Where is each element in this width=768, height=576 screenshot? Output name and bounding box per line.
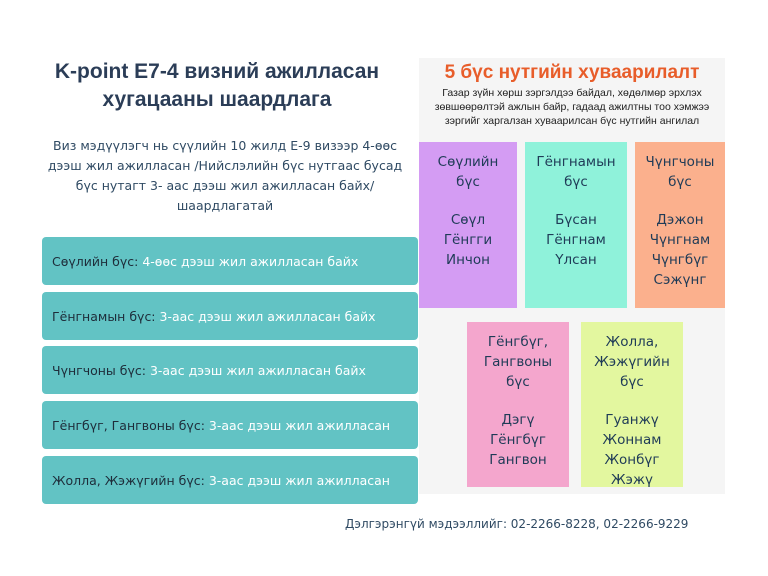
requirement-label: Гёнгнамын бүс:: [52, 308, 156, 324]
requirement-row-jeolla-jeju: [42, 456, 418, 504]
requirement-label: Чүнгчоны бүс:: [52, 362, 146, 378]
zone-panel-subtitle: Газар зүйн хөрш зэргэлдээ байдал, хөдөлмөр эрхлэх зөвшөөрөлтэй ажлын байр, гадаад ажилтны тоо хэмжээ зэргийг харгалзан хуваарилсан бүс нутгийн ангилал: [434, 87, 710, 127]
requirement-label: Гёнгбүг, Гангвоны бүс:: [52, 417, 205, 433]
requirement-row-chungcheong: [42, 346, 418, 394]
requirement-row-gyeongnam: [42, 292, 418, 340]
requirement-label: Сөүлийн бүс:: [52, 253, 139, 269]
zone-card-gyeongnam: [525, 142, 627, 308]
requirement-row-gyeongbuk-gangwon: [42, 401, 418, 449]
zone-card-name: Чүнгчоны бүс: [645, 154, 715, 190]
page-title: K-point E7-4 визний ажилласан хугацааны шаардлага: [54, 60, 380, 111]
requirement-label: Жолла, Жэжүгийн бүс:: [52, 472, 205, 488]
zone-card-name: Гёнгнамын бүс: [536, 154, 616, 190]
contact-info: Дэлгэрэнгүй мэдээллийг: 02-2266-8228, 02-2266-9229: [345, 517, 689, 531]
requirement-row-seoul: [42, 237, 418, 285]
requirement-value: 4-өөс дээш жил ажилласан байх: [142, 253, 359, 269]
zone-card-name: Жолла, Жэжүгийн бүс: [594, 334, 670, 390]
zone-card-jeolla-jeju: [581, 322, 683, 487]
zone-card-name: Гёнгбүг, Гангвоны бүс: [483, 334, 553, 390]
requirement-value: 3-аас дээш жил ажилласан байх: [149, 362, 366, 378]
requirement-description: Виз мэдүүлэгч нь сүүлийн 10 жилд Е-9 визээр 4-өөс дээш жил ажилласан /Нийслэлийн бүс нутгаас бусад бүс нутагт 3- аас дээш жил ажилласан байх/ шаардлагатай: [47, 138, 403, 213]
zone-card-cities: Дэжон Чүнгнам Чүнгбүг Сэжүнг: [649, 212, 711, 288]
zone-card-name: Сөүлийн бүс: [437, 154, 499, 190]
zone-card-cities: Дэгү Гёнгбүг Гангвон: [489, 412, 547, 468]
zone-card-seoul: [419, 142, 517, 308]
zone-card-gyeongbuk-gangwon: [467, 322, 569, 487]
requirement-value: 3-аас дээш жил ажилласан байх: [159, 308, 376, 324]
zone-card-cities: Бүсан Гёнгнам Үлсан: [546, 212, 606, 268]
zone-map-panel: [419, 58, 725, 494]
requirement-value: 3-аас дээш жил ажилласан: [208, 472, 390, 488]
zone-card-cities: Сөүл Гёнгги Инчон: [443, 212, 493, 268]
requirement-value: 3-аас дээш жил ажилласан: [208, 417, 391, 433]
zone-card-chungcheong: [635, 142, 725, 308]
zone-card-cities: Гуанжү Жоннам Жонбүг Жэжү: [602, 412, 662, 488]
zone-panel-title: 5 бүс нутгийн хуваарилалт: [444, 62, 700, 83]
